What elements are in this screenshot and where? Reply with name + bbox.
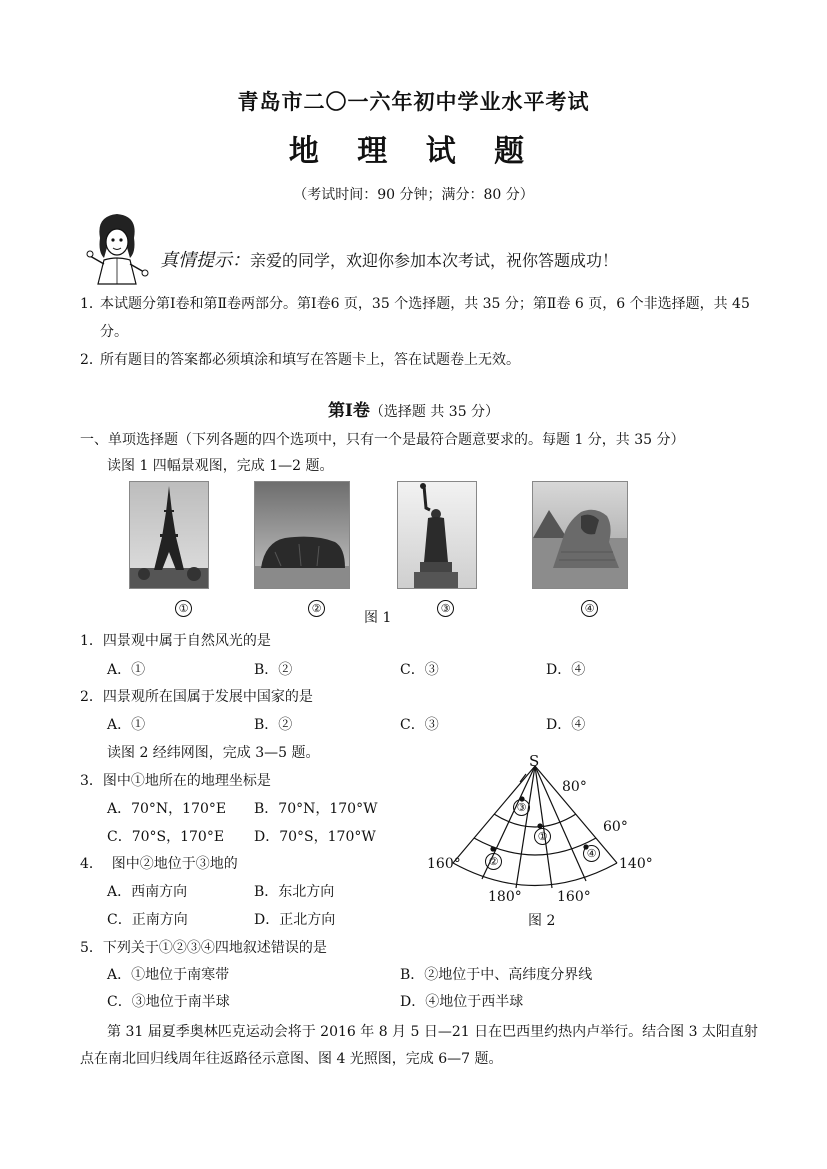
closing-line-2: 点在南北回归线周年往返路径示意图、图 4 光照图，完成 6—7 题。 — [80, 1051, 503, 1067]
note-1-continuation: 分。 — [100, 324, 128, 340]
fig2-lon-160-bottom: 160° — [557, 889, 591, 905]
q5-option-d: D．④地位于西半球 — [400, 994, 524, 1010]
q2-option-d: D．④ — [546, 717, 586, 733]
photo-uluru-rock — [254, 481, 350, 589]
fig1-intro: 读图 1 四幅景观图，完成 1—2 题。 — [107, 458, 334, 474]
q2-option-b: B．② — [254, 717, 293, 733]
fig2-lon-140: 140° — [619, 856, 653, 872]
fig1-label-4: ④ — [581, 598, 598, 617]
q5-option-a: A．①地位于南寒带 — [107, 967, 230, 983]
fig2-intro: 读图 2 经纬网图，完成 3—5 题。 — [107, 745, 320, 761]
q3-option-c: C．70°S，170°E — [107, 829, 225, 845]
tip-line — [160, 246, 618, 272]
note-2-text: 所有题目的答案都必须填涂和填写在答题卡上，答在试题卷上无效。 — [100, 352, 520, 368]
fig2-pole-label: S — [529, 752, 540, 770]
part-instructions: 一、单项选择题（下列各题的四个选项中，只有一个是最符合题意要求的。每题 1 分，共 35 分） — [80, 432, 685, 448]
fig2-point-3: ③ — [513, 797, 530, 816]
fig1-label-3: ③ — [437, 598, 454, 617]
q4-option-d: D．正北方向 — [254, 912, 336, 928]
fig2-lat-80: 80° — [562, 779, 587, 795]
photo-eiffel-tower — [129, 481, 209, 589]
q5-stem: 5．下列关于①②③④四地叙述错误的是 — [80, 940, 327, 956]
q2-option-c: C．③ — [400, 717, 439, 733]
fig2-caption: 图 2 — [528, 913, 556, 929]
q2-option-a: A．① — [107, 717, 146, 733]
section-sub: （选择题 共 35 分） — [369, 404, 500, 420]
closing-line-1: 第 31 届夏季奥林匹克运动会将于 2016 年 8 月 5 日—21 日在巴西里约热内卢举行。结合图 3 太阳直射 — [107, 1024, 758, 1040]
note-1-text: 本试题分第Ⅰ卷和第Ⅱ卷两部分。第Ⅰ卷6 页，35 个选择题，共 35 分；第Ⅱ卷 6 页，6 个非选择题，共 45 — [100, 296, 750, 312]
q1-option-c: C．③ — [400, 662, 439, 678]
q1-option-b: B．② — [254, 662, 293, 678]
fig2-lon-160-left: 160° — [427, 856, 461, 872]
fig2-point-2: ② — [485, 851, 502, 870]
q1-stem: 1．四景观中属于自然风光的是 — [80, 633, 271, 649]
q3-stem: 3．图中①地所在的地理坐标是 — [80, 773, 271, 789]
q3-option-d: D．70°S，170°W — [254, 829, 376, 845]
q1-option-a: A．① — [107, 662, 146, 678]
q4-stem: 4． 图中②地位于③地的 — [80, 856, 238, 872]
note-2-num: 2． — [80, 352, 103, 368]
fig2-point-1: ① — [534, 826, 551, 845]
q3-option-b: B．70°N，170°W — [254, 801, 378, 817]
fig2-lon-180: 180° — [488, 889, 522, 905]
q5-option-c: C．③地位于南半球 — [107, 994, 230, 1010]
subject-title: 地 理 试 题 — [288, 134, 539, 169]
fig2-lat-60: 60° — [603, 819, 628, 835]
fig1-caption: 图 1 — [364, 610, 392, 626]
note-1-num: 1． — [80, 296, 103, 312]
exam-title: 青岛市二〇一六年初中学业水平考试 — [237, 89, 590, 114]
cartoon-girl-icon — [84, 208, 150, 288]
exam-info: （考试时间：90 分钟；满分：80 分） — [293, 187, 534, 203]
section-name: 第Ⅰ卷 — [327, 401, 370, 421]
parallel-60 — [453, 863, 617, 886]
q4-option-c: C．正南方向 — [107, 912, 188, 928]
fig1-label-1: ① — [175, 598, 192, 617]
fig1-label-2: ② — [308, 598, 325, 617]
q1-option-d: D．④ — [546, 662, 586, 678]
tip-label: 真情提示： — [160, 250, 250, 271]
q5-option-b: B．②地位于中、高纬度分界线 — [400, 967, 593, 983]
fig2-point-4: ④ — [583, 843, 600, 862]
photo-sphinx-pyramid — [532, 481, 628, 589]
q3-option-a: A．70°N，170°E — [107, 801, 227, 817]
photo-statue-of-liberty — [397, 481, 477, 589]
q4-option-a: A．西南方向 — [107, 884, 188, 900]
q4-option-b: B．东北方向 — [254, 884, 335, 900]
section-title — [0, 396, 827, 421]
q2-stem: 2．四景观所在国属于发展中国家的是 — [80, 689, 313, 705]
tip-text: 亲爱的同学，欢迎你参加本次考试，祝你答题成功！ — [250, 251, 619, 270]
